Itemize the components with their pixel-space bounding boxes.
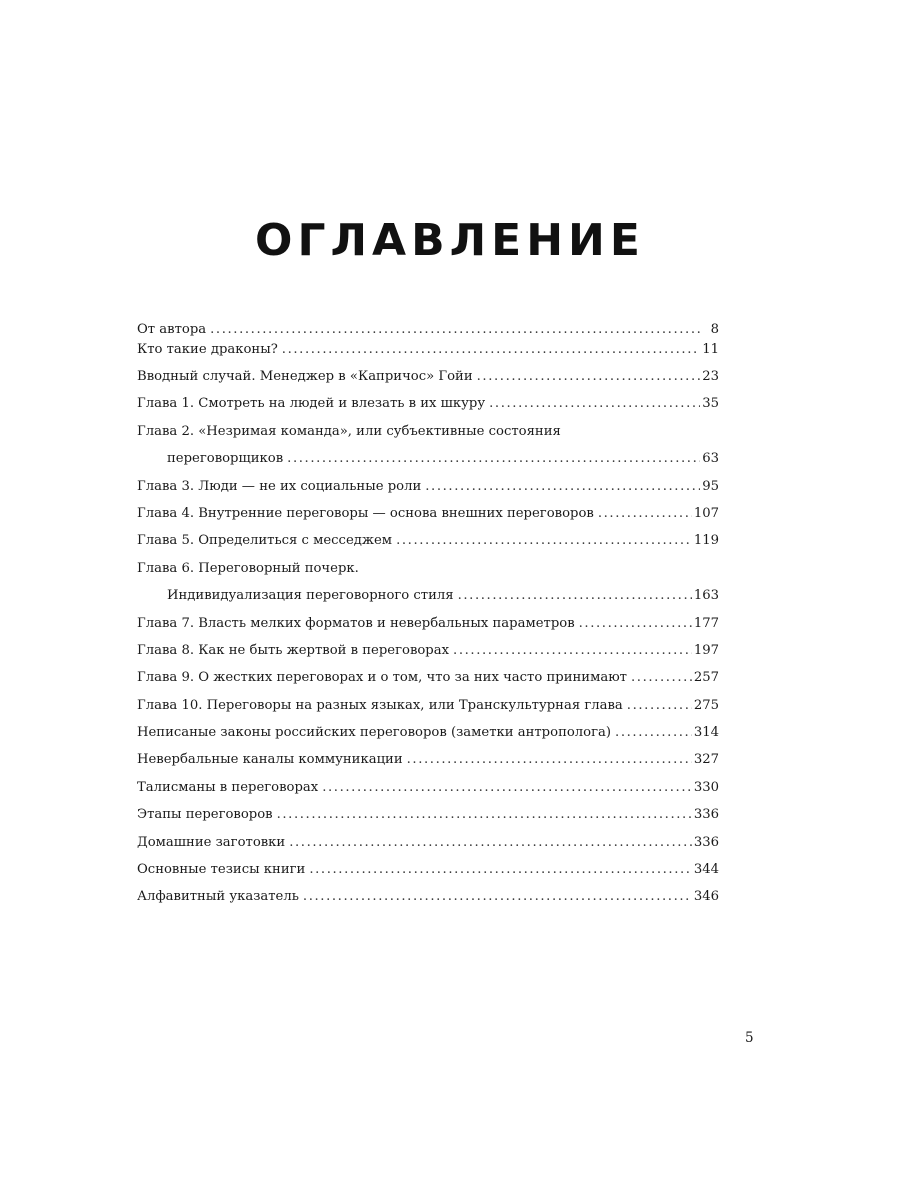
toc-entry-line-final	[137, 473, 719, 500]
toc-leader-dots	[627, 692, 692, 719]
toc-entry-page: 197	[693, 642, 719, 658]
toc-entry-title: Глава 3. Люди — не их социальные роли	[137, 478, 422, 494]
toc-entry-title: Алфавитный указатель	[137, 889, 299, 905]
toc-entry-title: Глава 2. «Незримая команда», или субъективные состояния	[137, 423, 561, 439]
toc-entry-title: Глава 9. О жестких переговорах и о том, что за них часто принимают	[137, 670, 627, 686]
toc-entry-line-final	[137, 610, 719, 637]
toc-leader-dots	[396, 527, 692, 554]
toc-entry-page: 11	[702, 341, 719, 357]
toc-entry-line	[137, 555, 719, 582]
toc-leader-dots	[289, 829, 692, 856]
toc-entry[interactable]	[137, 555, 719, 610]
toc-leader-dots	[322, 774, 692, 801]
page-number: 5	[745, 1030, 754, 1046]
toc-entry[interactable]	[137, 418, 719, 473]
toc-leader-dots	[425, 473, 700, 500]
toc-entry-line-final	[137, 313, 719, 336]
toc-entry-page: 23	[702, 368, 719, 384]
toc-entry-line-final	[137, 746, 719, 773]
toc-leader-dots	[579, 610, 692, 637]
toc-leader-dots	[453, 637, 692, 664]
toc-entry-page: 336	[693, 807, 719, 823]
toc-entry-page: 8	[710, 322, 719, 337]
toc-entry-title: Невербальные каналы коммуникации	[137, 752, 403, 768]
toc-entry-title: Домашние заготовки	[137, 834, 286, 850]
toc-entry-line-final	[137, 336, 719, 363]
toc-entry-line-final	[137, 445, 719, 472]
toc-entry-page: 95	[702, 478, 719, 494]
toc-entry[interactable]	[137, 527, 719, 554]
toc-leader-dots	[287, 445, 700, 472]
toc-entry[interactable]	[137, 774, 719, 801]
toc-entry[interactable]	[137, 637, 719, 664]
toc-entry[interactable]	[137, 719, 719, 746]
toc-entry[interactable]	[137, 856, 719, 883]
toc-leader-dots	[407, 746, 692, 773]
toc-entry-page: 163	[693, 588, 719, 604]
toc-entry-title: Глава 7. Власть мелких форматов и невербальных параметров	[137, 615, 575, 631]
toc-entry-page: 344	[693, 862, 719, 878]
toc-entry-page: 107	[693, 505, 719, 521]
toc-entry-title: Глава 10. Переговоры на разных языках, или Транскультурная глава	[137, 697, 623, 713]
toc-entry-title: Глава 1. Смотреть на людей и влезать в их шкуру	[137, 396, 486, 412]
toc-entry-line-final	[137, 692, 719, 719]
toc-entry-page: 346	[693, 889, 719, 905]
toc-entry-title: Кто такие драконы?	[137, 341, 278, 357]
toc-entry-page: 177	[693, 615, 719, 631]
toc-entry-line-final	[137, 390, 719, 417]
toc-entry-line-final	[137, 856, 719, 883]
toc-entry-title: Основные тезисы книги	[137, 862, 306, 878]
toc-entry-title: Глава 5. Определиться с месседжем	[137, 533, 393, 549]
toc-entry-page: 35	[702, 396, 719, 412]
toc-leader-dots	[598, 500, 692, 527]
toc-entry-title: Глава 6. Переговорный почерк.	[137, 560, 359, 576]
toc-entry[interactable]	[137, 883, 719, 910]
toc-entry-line-final	[137, 719, 719, 746]
toc-entry[interactable]	[137, 610, 719, 637]
toc-entry-page: 275	[693, 697, 719, 713]
toc-entry-page: 257	[693, 670, 719, 686]
toc-entry-title: Глава 4. Внутренние переговоры — основа внешних переговоров	[137, 505, 594, 521]
toc-entry-title: Индивидуализация переговорного стиля	[167, 588, 454, 604]
toc-leader-dots	[303, 883, 692, 910]
toc-entry[interactable]	[137, 500, 719, 527]
toc-leader-dots	[489, 390, 700, 417]
toc-entry-title: Талисманы в переговорах	[137, 779, 319, 795]
toc-entry[interactable]	[137, 801, 719, 828]
toc-entry[interactable]	[137, 692, 719, 719]
toc-entry[interactable]	[137, 746, 719, 773]
toc-entry[interactable]	[137, 664, 719, 691]
toc-entry[interactable]	[137, 336, 719, 363]
toc-entry[interactable]	[137, 363, 719, 390]
toc-entry-line-final	[137, 363, 719, 390]
toc-entry-title: Неписаные законы российских переговоров (заметки антрополога)	[137, 725, 612, 741]
toc-entry-line-final	[137, 774, 719, 801]
toc-leader-dots	[277, 801, 692, 828]
toc-entry-line-final	[137, 637, 719, 664]
toc-entry-page: 119	[693, 533, 719, 549]
toc-entry-line-final	[137, 664, 719, 691]
toc-leader-dots	[477, 363, 701, 390]
page-title: ОГЛАВЛЕНИЕ	[255, 215, 645, 266]
toc-leader-dots	[458, 582, 692, 609]
toc-entry-title: переговорщиков	[167, 451, 284, 467]
toc-entry-line	[137, 418, 719, 445]
toc-entry-title: Вводный случай. Менеджер в «Капричос» Гойи	[137, 368, 473, 384]
toc-entry-page: 327	[693, 752, 719, 768]
toc-entry-line-final	[137, 500, 719, 527]
toc-entry-line-final	[137, 582, 719, 609]
toc-leader-dots	[631, 664, 692, 691]
table-of-contents	[137, 313, 719, 911]
toc-entry-page: 336	[693, 834, 719, 850]
toc-entry-page: 330	[693, 779, 719, 795]
toc-entry-title: Этапы переговоров	[137, 807, 273, 823]
toc-entry-line-final	[137, 527, 719, 554]
toc-entry-line-final	[137, 801, 719, 828]
toc-entry[interactable]	[137, 313, 719, 336]
toc-entry-page: 63	[702, 451, 719, 467]
toc-entry[interactable]	[137, 473, 719, 500]
toc-entry-title: От автора	[137, 322, 207, 337]
toc-entry[interactable]	[137, 390, 719, 417]
toc-leader-dots	[309, 856, 692, 883]
toc-leader-dots	[282, 336, 700, 363]
toc-entry-page: 314	[693, 725, 719, 741]
toc-entry-line-final	[137, 829, 719, 856]
toc-entry-title: Глава 8. Как не быть жертвой в переговорах	[137, 642, 450, 658]
toc-leader-dots	[615, 719, 692, 746]
toc-entry[interactable]	[137, 829, 719, 856]
toc-entry-line-final	[137, 883, 719, 910]
